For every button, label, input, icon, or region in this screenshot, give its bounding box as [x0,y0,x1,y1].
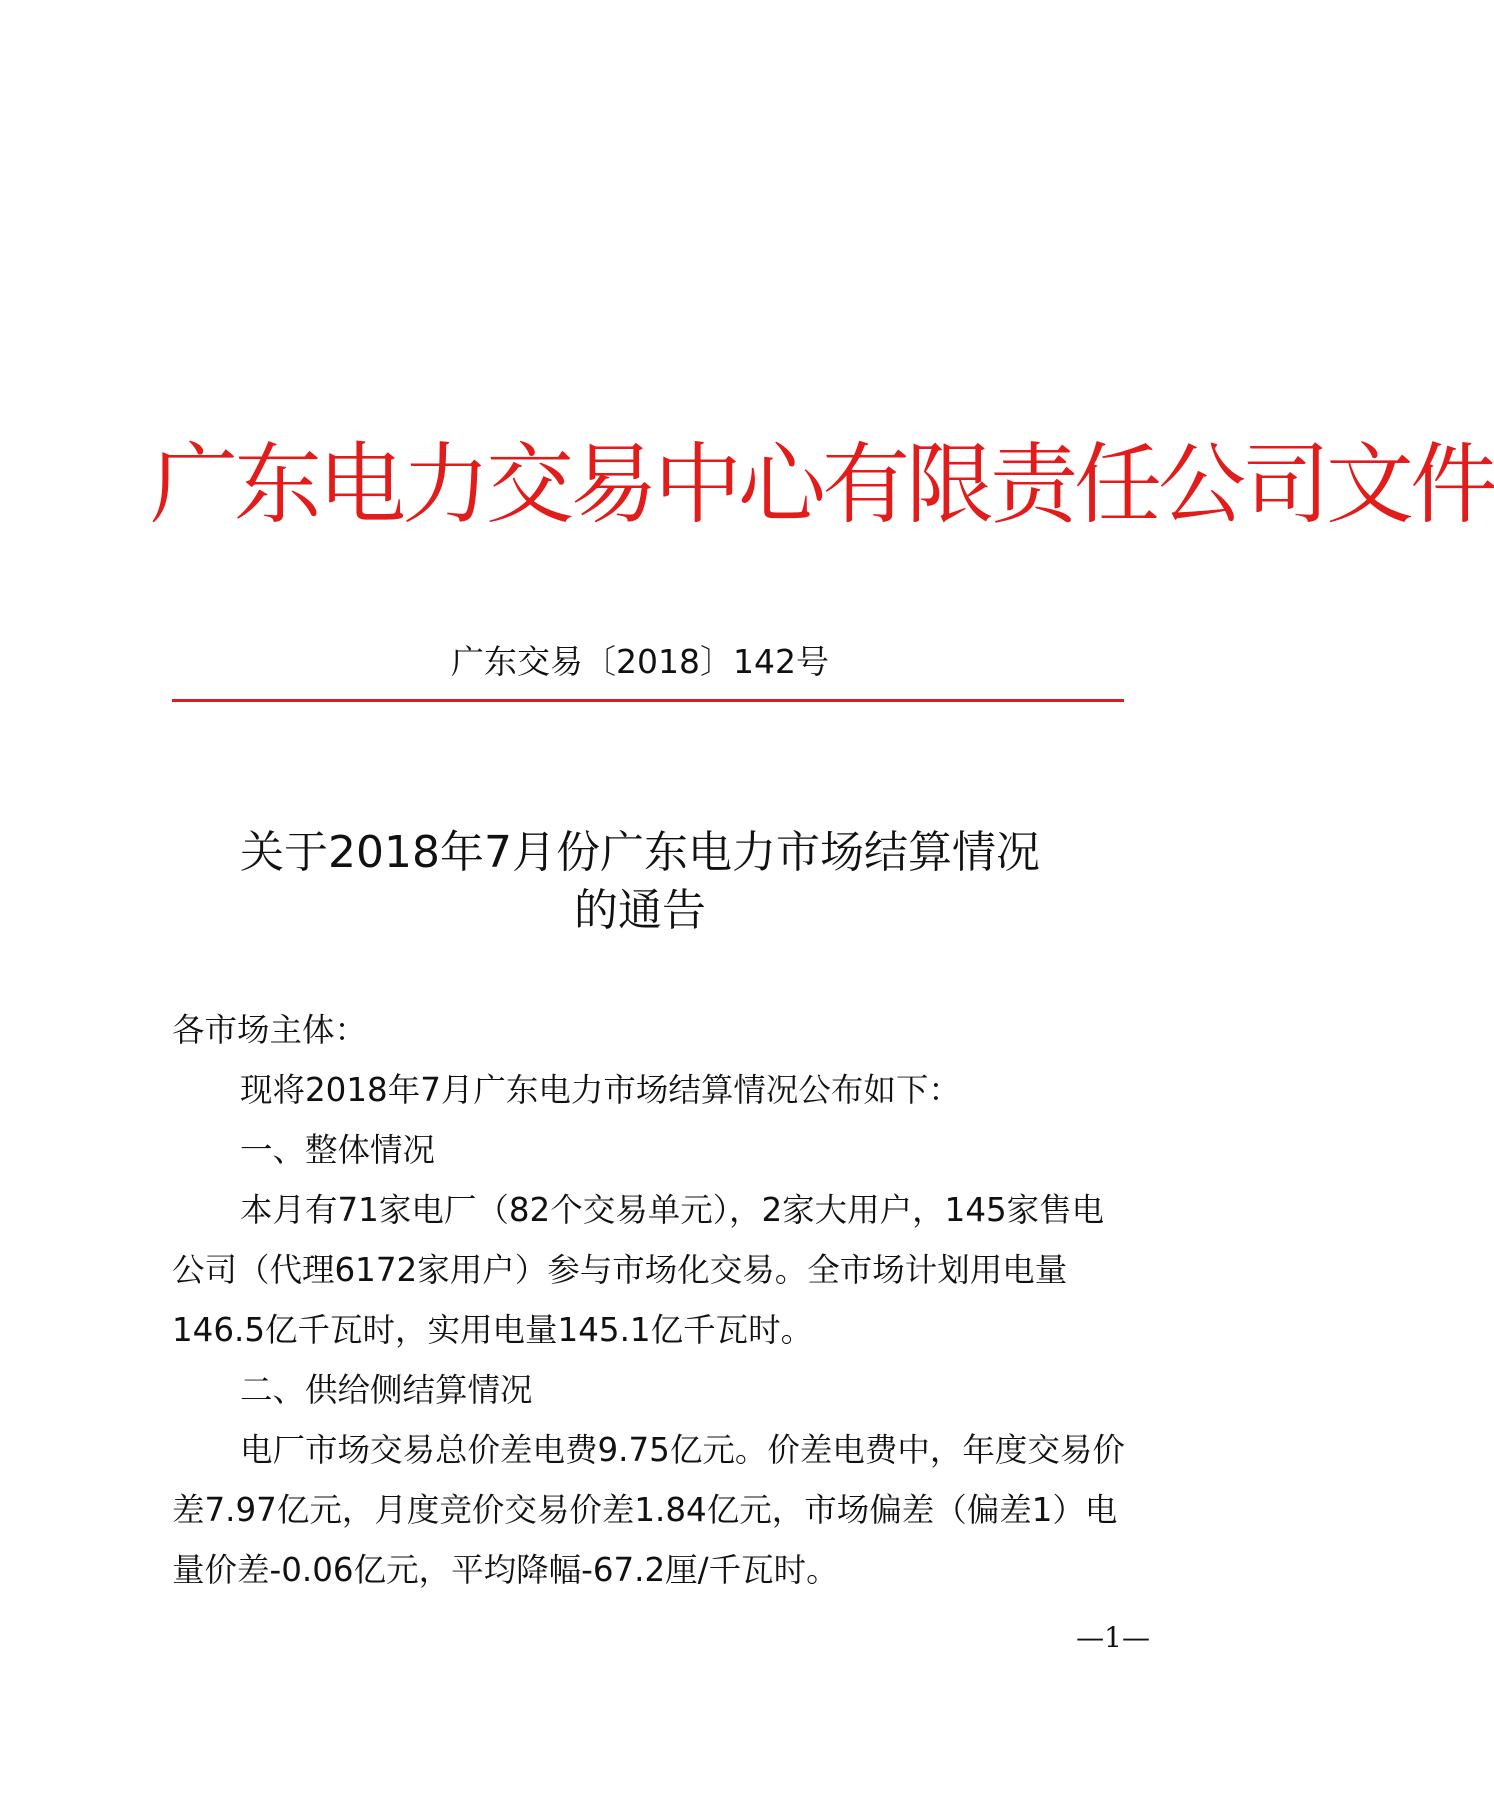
notice-title-line-1: 关于2018年7月份广东电力市场结算情况 [240,827,1040,878]
intro-paragraph: 现将2018年7月广东电力市场结算情况公布如下： [240,1071,961,1109]
section-2-heading: 二、供给侧结算情况 [240,1371,533,1409]
notice-body [172,1000,1132,1600]
section-2-paragraph: 电厂市场交易总价差电费9.75亿元。价差电费中，年度交易价差7.97亿元，月度竞价交易价差1.84亿元，市场偏差（偏差1）电量价差-0.06亿元，平均降幅-67.2厘/千瓦时。 [172,1431,1125,1589]
notice-title-line-2: 的通告 [574,885,706,936]
page-number: —1— [1076,1621,1150,1654]
letterhead-title: 广东电力交易中心有限责任公司文件 [150,433,1494,536]
document-number: 广东交易〔2018〕142号 [451,642,829,681]
notice-title [150,824,1130,940]
section-1-paragraph: 本月有71家电厂（82个交易单元），2家大用户，145家售电公司（代理6172家用户）参与市场化交易。全市场计划用电量146.5亿千瓦时，实用电量145.1亿千瓦时。 [172,1191,1105,1349]
section-1-heading: 一、整体情况 [240,1131,436,1169]
salutation: 各市场主体： [172,1011,368,1049]
red-divider-line [172,699,1124,702]
